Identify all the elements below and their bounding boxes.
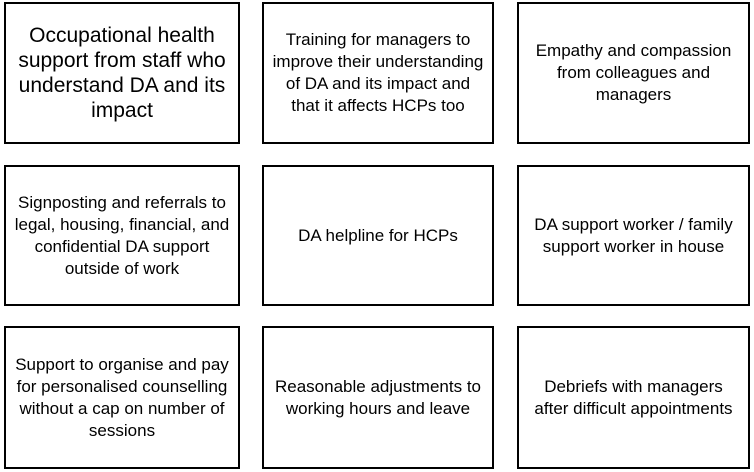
box-counselling-support <box>4 326 240 469</box>
box-signposting-referrals <box>4 165 240 306</box>
box-support-worker <box>517 165 750 306</box>
box-occupational-health <box>4 2 240 144</box>
box-text: DA helpline for HCPs <box>298 225 458 245</box>
box-text: DA support worker / family support worker in house <box>534 214 733 256</box>
box-text: Empathy and compassion from colleagues and managers <box>535 41 732 104</box>
box-empathy-compassion <box>517 2 750 144</box>
box-manager-training <box>262 2 494 144</box>
box-manager-debriefs <box>517 326 750 469</box>
box-text: Support to organise and pay for personalised counselling without a cap on number of sessions <box>15 354 229 440</box>
box-text: Occupational health support from staff who understand DA and its impact <box>18 24 226 122</box>
box-text: Reasonable adjustments to working hours and leave <box>274 376 482 418</box>
box-text: Debriefs with managers after difficult appointments <box>534 376 733 418</box>
box-reasonable-adjustments <box>262 326 494 469</box>
box-text: Signposting and referrals to legal, housing, financial, and confidential DA support outside of work <box>14 192 230 278</box>
box-da-helpline <box>262 165 494 306</box>
box-text: Training for managers to improve their understanding of DA and its impact and that it affects HCPs too <box>272 30 484 115</box>
